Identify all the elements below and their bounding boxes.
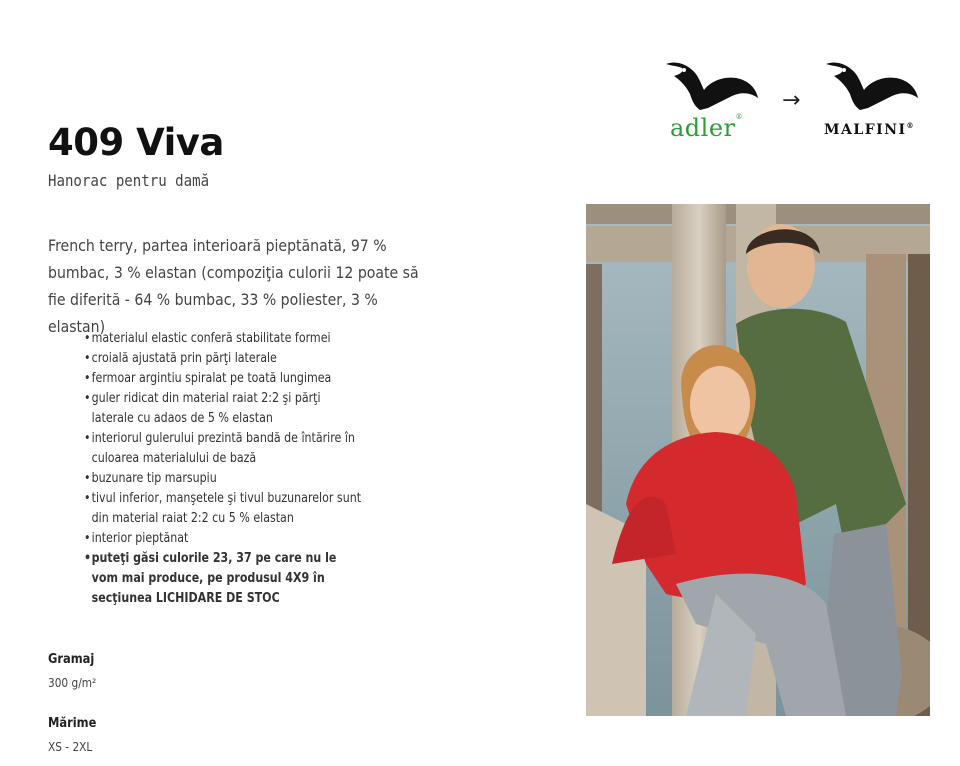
feature-item: • interiorul gulerului prezintă bandă de întărire în culoarea materialului de bază	[84, 429, 365, 469]
adler-eagle-icon	[666, 62, 758, 110]
arrow-right-icon: →	[782, 88, 801, 113]
adler-registered-mark: ®	[735, 113, 744, 121]
feature-item-clearance-note: • puteţi găsi culorile 23, 37 pe care nu le vom mai produce, pe produsul 4X9 în secţiunea LICHIDARE DE STOC	[84, 549, 365, 609]
weight-value: 300 g/m²	[48, 676, 97, 690]
feature-item: • materialul elastic conferă stabilitate formei	[84, 329, 365, 349]
brand-logos	[664, 58, 934, 142]
feature-item: • tivul inferior, manşetele şi tivul buzunarelor sunt din material raiat 2:2 cu 5 % elastan	[84, 489, 365, 529]
feature-item: • fermoar argintiu spiralat pe toată lungimea	[84, 369, 365, 389]
malfini-eagle-icon	[826, 62, 918, 110]
malfini-wordmark: MALFINI	[824, 122, 907, 138]
size-label: Mărime	[48, 716, 97, 731]
weight-label: Gramaj	[48, 652, 95, 667]
feature-item: • guler ridicat din material raiat 2:2 şi părţi laterale cu adaos de 5 % elastan	[84, 389, 365, 429]
feature-item: • croială ajustată prin părţi laterale	[84, 349, 365, 369]
adler-wordmark: adler	[670, 114, 736, 142]
product-photo-illustration	[586, 204, 930, 716]
product-photo	[586, 204, 930, 716]
feature-item: • buzunare tip marsupiu	[84, 469, 365, 489]
malfini-logo	[824, 123, 914, 137]
product-title: 409 Viva	[48, 121, 224, 164]
product-subtitle: Hanorac pentru damă	[48, 171, 210, 190]
malfini-registered-mark: ®	[906, 121, 914, 130]
feature-list	[84, 329, 365, 609]
feature-item: • interior pieptănat	[84, 529, 365, 549]
adler-logo	[670, 113, 744, 142]
product-description: French terry, partea interioară pieptănată, 97 % bumbac, 3 % elastan (compoziţia culorii 12 poate să fie diferită - 64 % bumbac, 33 % poliester, 3 % elastan)	[48, 236, 419, 336]
woman-face	[690, 366, 750, 442]
size-value: XS - 2XL	[48, 740, 93, 754]
